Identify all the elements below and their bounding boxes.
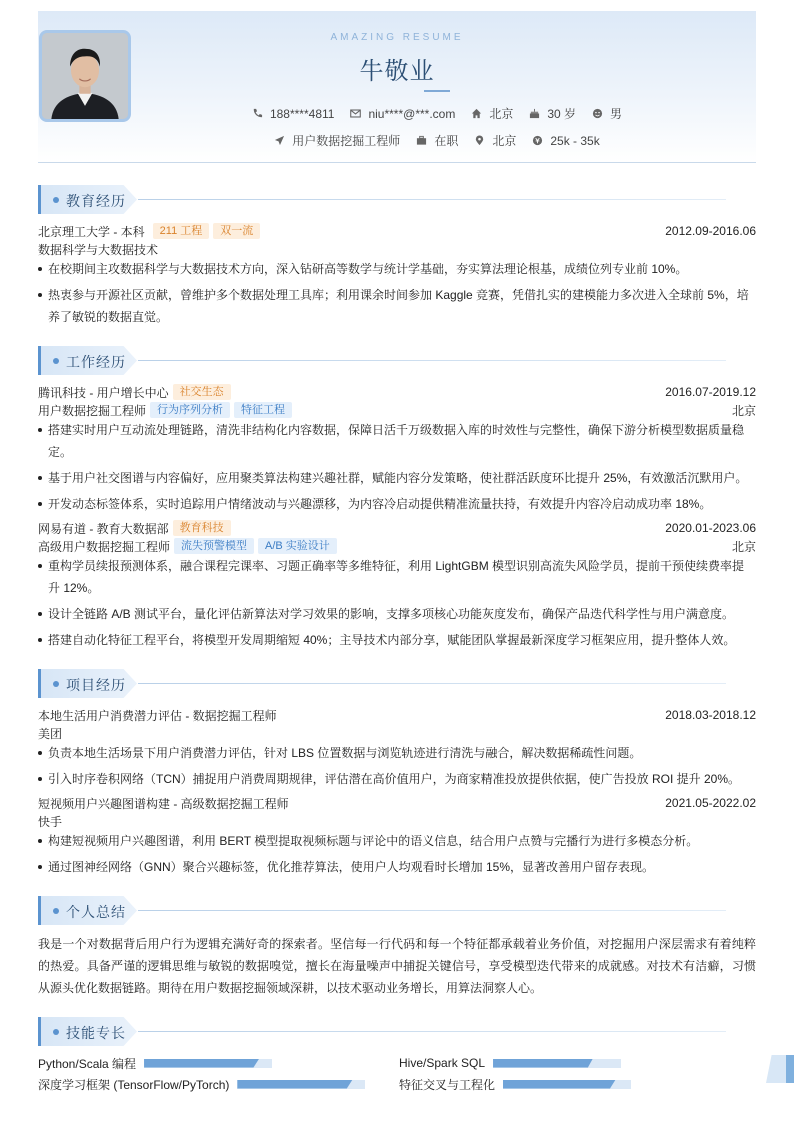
salary-value: 25k - 35k [550,133,600,148]
work-bullet: 基于用户社交图谱与内容偏好，应用聚类算法构建兴趣社群，赋能内容分发策略，使社群活跃度环比提升 25%，有效激活沉默用户。 [38,467,756,489]
skill-bar [237,1080,365,1089]
skill-bar [493,1059,621,1068]
skill-name: 深度学习框架 (TensorFlow/PyTorch) [38,1077,230,1092]
section-education [38,185,756,214]
summary-text: 我是一个对数据背后用户行为逻辑充满好奇的探索者。坚信每一行代码和每一个特征都承载着业务价值，对挖掘用户深层需求有着纯粹的热爱。具备严谨的逻辑思维与敏锐的数据嗅觉，擅长在海量噪声中捕捉关键信号，享受模型迭代带来的成就感。对技术有洁癖，习惯从源头优化数据链路。期待在用户数据挖掘领域深耕，以技术驱动业务增长，用算法洞察人心。 [38,937,756,995]
brand-label: AMAZING RESUME [330,32,464,43]
work-company-row [38,519,756,537]
status-icon [416,135,427,146]
work-company-row [38,383,756,401]
section-projects [38,669,756,698]
project-org-row [38,724,756,742]
role-title: 用户数据挖掘工程师 [38,403,147,418]
section-summary [38,896,756,925]
education-bullet: 热衷参与开源社区贡献，曾维护多个数据处理工具库；利用课余时间参加 Kaggle 竞赛，凭借扎实的建模能力多次进入全球前 5%，培养了敏锐的数据直觉。 [38,284,756,328]
skill-fill [503,1080,616,1089]
phone-info [252,107,335,121]
work-bullet: 重构学员续报预测体系，融合课程完课率、习题正确率等多维特征，利用 LightGBM 模型识别高流失风险学员，提前干预使续费率提升 12%。 [38,555,756,599]
project-bullet: 引入时序卷积网络（TCN）捕捉用户消费周期规律，评估潜在高价值用户，为商家精准投放提供依据，使广告投放 ROI 提升 20%。 [38,768,756,790]
work-date: 2016.07-2019.12 [665,385,756,399]
skill-bar [503,1080,631,1089]
name-underline [424,90,450,92]
project-org-row [38,812,756,830]
role-tag: 特征工程 [234,402,292,418]
job-info [274,132,400,149]
role-tag: A/B 实验设计 [258,538,337,554]
home-icon [471,108,482,119]
project-bullet: 构建短视频用户兴趣图谱，利用 BERT 模型提取视频标题与评论中的语义信息，结合用户点赞与完播行为进行多模态分析。 [38,830,756,852]
work-role-row [38,537,756,555]
age-icon [529,108,540,119]
project-header [38,794,756,812]
work-city: 北京 [731,403,756,418]
education-major: 数据科学与大数据技术 [38,242,159,257]
location-icon [474,135,485,146]
education-bullet: 在校期间主攻数据科学与大数据技术方向，深入钻研高等数学与统计学基础，夯实算法理论根基，成绩位列专业前 10%。 [38,258,756,280]
section-skills [38,1017,756,1046]
project-title: 短视频用户兴趣图谱构建 - 高级数据挖掘工程师 [38,796,289,811]
section-title: 技能专长 [66,1025,126,1041]
job-icon [274,135,285,146]
project-header [38,706,756,724]
work-city: 北京 [731,539,756,554]
education-tag: 211 工程 [153,223,210,239]
education-date: 2012.09-2016.06 [665,224,756,238]
role-tag: 流失预警模型 [174,538,254,554]
gender-info [592,105,622,122]
company-tag: 教育科技 [173,520,231,536]
school-name: 北京理工大学 - 本科 [38,224,145,239]
work-bullet: 搭建实时用户互动流处理链路，清洗非结构化内容数据，保障日活千万级数据入库的时效性与完整性，确保下游分析模型数据质量稳定。 [38,419,756,463]
company-name: 腾讯科技 - 用户增长中心 [38,385,169,400]
skill-item [399,1075,631,1093]
email-info [350,107,455,121]
section-title: 项目经历 [66,677,126,693]
contact-row [38,105,756,122]
section-work [38,346,756,375]
salary-icon [532,135,543,146]
project-org: 美团 [38,726,63,741]
project-org: 快手 [38,814,63,829]
project-title: 本地生活用户消费潜力评估 - 数据挖掘工程师 [38,708,277,723]
education-header [38,222,756,240]
status-info [416,132,458,149]
corner-decoration [766,1055,794,1083]
candidate-name: 牛敬业 [359,58,435,85]
location-info [474,132,516,149]
skill-item [399,1054,621,1072]
email-value: niu****@***.com [368,106,456,121]
project-bullet: 负责本地生活场景下用户消费潜力评估，针对 LBS 位置数据与浏览轨迹进行清洗与融合，解决数据稀疏性问题。 [38,742,756,764]
job-row [38,132,756,149]
skill-item [38,1075,365,1093]
age-value: 30 岁 [547,107,577,121]
company-name: 网易有道 - 教育大数据部 [38,521,169,536]
skill-name: 特征交叉与工程化 [399,1077,496,1092]
skill-fill [237,1080,352,1089]
gender-value: 男 [610,107,623,121]
email-icon [350,108,361,119]
skill-bar [144,1059,272,1068]
age-info [529,105,576,122]
gender-icon [592,108,603,119]
section-title: 教育经历 [66,193,126,209]
status-value: 在职 [434,134,459,148]
job-value: 用户数据挖掘工程师 [292,134,401,148]
home-info [471,105,513,122]
project-date: 2018.03-2018.12 [665,708,756,722]
salary-info [532,134,599,148]
phone-value: 188****4811 [269,106,335,121]
education-major-row [38,240,756,258]
work-role-row [38,401,756,419]
skill-item [38,1054,272,1072]
project-date: 2021.05-2022.02 [665,796,756,810]
work-bullet: 搭建自动化特征工程平台，将模型开发周期缩短 40%；主导技术内部分享，赋能团队掌握最新深度学习框架应用，提升整体人效。 [38,629,756,651]
skill-fill [493,1059,593,1068]
education-tag: 双一流 [213,223,260,239]
section-title: 个人总结 [66,904,126,920]
skill-name: Python/Scala 编程 [38,1056,137,1071]
home-value: 北京 [489,107,514,121]
project-bullet: 通过图神经网络（GNN）聚合兴趣标签，优化推荐算法，使用户人均观看时长增加 15%，显著改善用户留存表现。 [38,856,756,878]
resume-header [38,11,756,163]
work-bullet: 开发动态标签体系，实时追踪用户情绪波动与兴趣漂移，为内容冷启动提供精准流量扶持，有效提升内容冷启动成功率 18%。 [38,493,756,515]
role-tag: 行为序列分析 [150,402,230,418]
role-title: 高级用户数据挖掘工程师 [38,539,171,554]
skill-fill [144,1059,259,1068]
skill-name: Hive/Spark SQL [399,1056,486,1070]
work-bullet: 设计全链路 A/B 测试平台，量化评估新算法对学习效果的影响，支撑多项核心功能灰度发布，确保产品迭代科学性与用户满意度。 [38,603,756,625]
section-title: 工作经历 [66,354,126,370]
phone-icon [252,108,263,119]
company-tag: 社交生态 [173,384,231,400]
location-value: 北京 [492,134,517,148]
work-date: 2020.01-2023.06 [665,521,756,535]
